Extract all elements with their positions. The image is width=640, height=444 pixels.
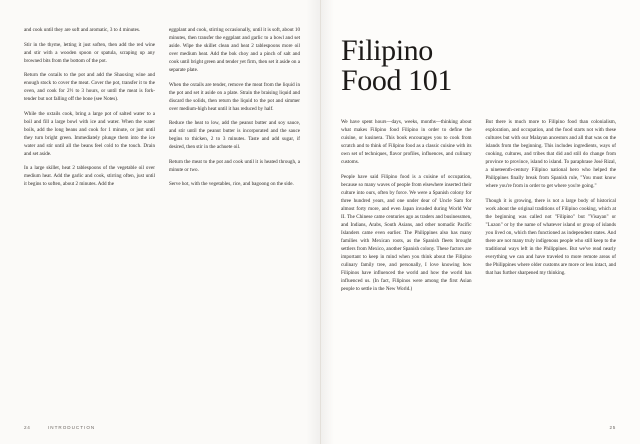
paragraph: People have said Filipino food is a cuisine of occupation, because so many waves of people from elsewhere inserted their culture into ours, often by force. We were a Spanish colony for three hundred years, and one under dear ol' Uncle Sam for almost forty more, and even Japan invaded during World War II. The Chinese came centuries ago as traders and businessmen, and Indians, Arabs, South Asians, and other nomadic Pacific Islanders came even earlier. The Philippines also has many families with Mexican roots, as the Spanish fleets brought settlers from Mexico, another Spanish colony. These factors are important to keep in mind when you think about the Filipino culinary family tree, and personally, I love knowing how Filipinos have influenced the world and how the world has influenced us. (In fact, Filipinos were among the first Asian people to settle in the New World.) [341,173,472,292]
paragraph: Serve hot, with the vegetables, rice, and bagoong on the side. [169,181,294,187]
paragraph: eggplant and cook, stirring occasionally, until it is soft, about 10 minutes, then transfer the eggplant and garlic to a bowl and set aside. Wipe the skillet clean and heat 2 tablespoons more oil over medium heat. Add the bok choy and a pinch of salt and cook until bright green and tender yet firm, then set it aside on a separate plate. [169,27,300,73]
paragraph: Return the meat to the pot and cook until it is heated through, a minute or two. [169,158,300,173]
right-page [320,0,640,444]
left-column-1 [24,26,155,195]
paragraph: When the oxtails are tender, remove the meat from the liquid in the pot and set it aside on a plate. Strain the braising liquid and discard the solids, then return the liquid to the pot and simmer over medium-high heat until it has reduced by half. [169,81,300,112]
paragraph: Reduce the heat to low, add the peanut butter and soy sauce, and stir until the peanut butter is incorporated and the sauce begins to thicken, 2 to 3 minutes. Taste and add sugar, if desired, then stir in the achuete oil. [169,120,300,150]
paragraph: and cook until they are soft and aromatic, 3 to 4 minutes. [24,27,141,33]
paragraph: Return the oxtails to the pot and add the Shaoxing wine and enough stock to cover the meat. Cover the pot, transfer it to the oven, and cook for 2½ to 3 hours, or until the meat is fork-tender but not falling off the bone (see Notes). [24,72,155,102]
page-number-right: 25 [609,425,616,430]
paragraph: We have spent hours—days, weeks, months—thinking about what makes Filipino food Filipino in order to define the cuisine, or kusinera. This book encourages you to cook from scratch and to think of Filipino food as a classic cuisine with its own set of techniques, flavor profiles, influences, and culinary customs. [341,119,472,165]
page-title-line-1: Filipino [341,34,433,67]
running-head: INTRODUCTION [48,425,96,430]
left-column-2 [169,26,300,195]
left-page-columns [24,26,300,195]
paragraph: Though it is growing, there is not a large body of historical work about the original traditions of Filipino cooking, which at the beginning was called not "Filipino" but "Visayan" or "Luzon" or by the name of whatever island or group of islands you lived on, which then functioned as independent states. And there are not many truly indigenous people who still keep to the traditional ways left in the Philippines. But we've read nearly everything we can and have traveled to more remote areas of the Philippines where older customs are more or less intact, and that has further sharpened my thinking. [485,197,616,276]
chapter-title-block [341,36,616,96]
right-page-columns [341,118,616,299]
right-column-1 [341,118,472,299]
page-title [341,36,616,96]
page-title-line-2: Food 101 [341,64,452,97]
paragraph: In a large skillet, heat 2 tablespoons of the vegetable oil over medium heat. Add the garlic and cook, stirring often, just until it begins to soften, about 2 minutes. Add the [24,165,155,187]
paragraph: Stir in the thyme, letting it just soften, then add the red wine and stir with a wooden spoon or spatula, scraping up any browned bits from the bottom of the pot. [24,41,155,64]
paragraph: While the oxtails cook, bring a large pot of salted water to a boil and fill a large bowl with ice and water. When the water boils, add the long beans and cook for 1 minute, or just until they turn bright green. Immediately plunge them into the ice water and stir until all the beans feel cold to the touch. Drain and set aside. [24,110,155,157]
paragraph: But there is much more to Filipino food than colonialism, exploration, and occupation, and the food starts not with these cultures but with our Malayan ancestors and all that was on the islands from the beginning. This includes ingredients, ways of cooking, cultures, and tribes that did and still do change from province to province, island to island. To paraphrase José Rizal, a nineteenth-century Filipino national hero who helped the Philippines finally break from Spanish rule, "You must know where you're from in order to get where you're going." [485,119,616,189]
right-column-2 [486,118,617,299]
page-number-left: 24 [24,425,31,430]
